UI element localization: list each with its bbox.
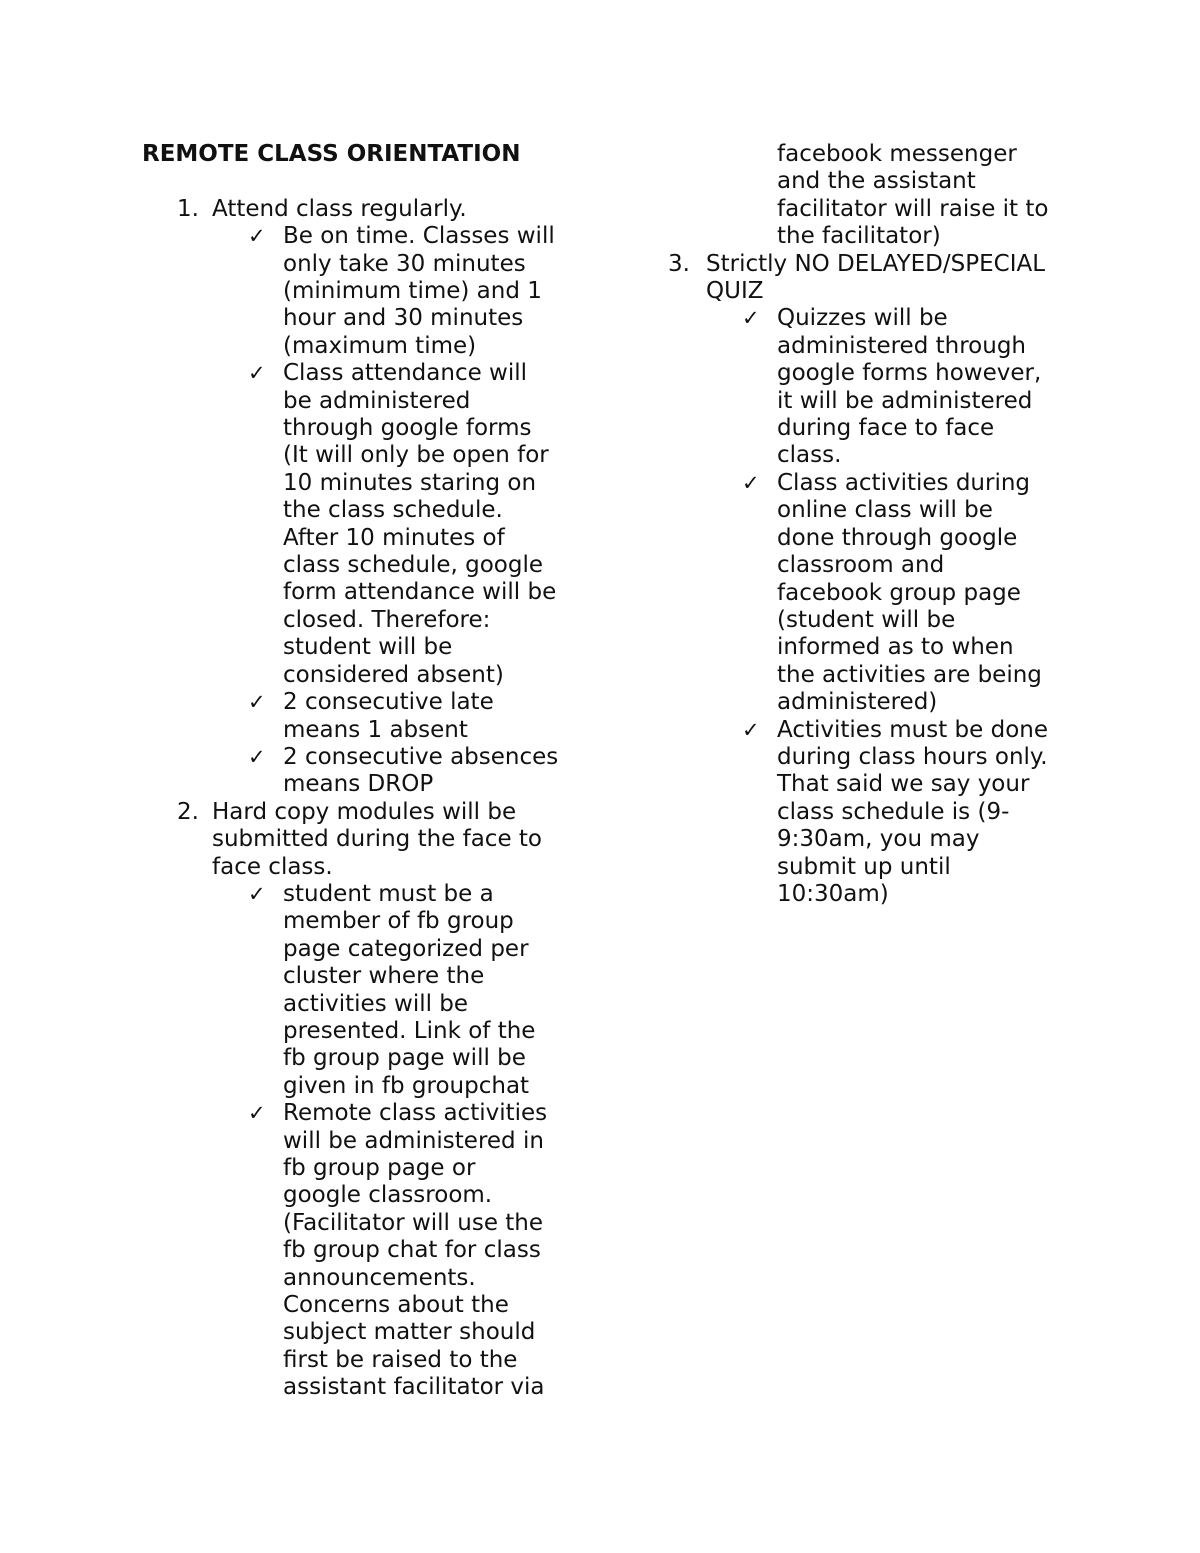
- list-item-1: [142, 196, 582, 223]
- item-text: (It will only be open for: [283, 442, 549, 469]
- item-text: subject matter should: [283, 1319, 536, 1346]
- item-text: the facilitator): [777, 223, 941, 250]
- item-text: submit up until: [777, 853, 951, 880]
- item-text: (minimum time) and 1: [283, 278, 542, 304]
- item-text: through google forms: [283, 415, 532, 442]
- list-item-2: [142, 799, 582, 881]
- check-mark-icon: ✓: [248, 744, 266, 769]
- item-text: 10:30am): [777, 880, 889, 907]
- item-text: fb group page will be: [283, 1045, 526, 1072]
- check-mark-icon: ✓: [248, 1101, 266, 1126]
- item-text: administered): [777, 689, 938, 716]
- item-text: Be on time. Classes will: [283, 223, 555, 250]
- item-text: first be raised to the: [283, 1346, 518, 1373]
- item-text: be administered: [283, 387, 471, 414]
- item-text: Activities must be done: [777, 716, 1048, 743]
- left-column: [142, 141, 582, 1402]
- item-text: done through google: [777, 524, 1018, 551]
- item-text: face class.: [212, 853, 333, 880]
- item-text: will be administered in: [283, 1127, 544, 1154]
- check-item: [142, 689, 582, 744]
- check-item: [142, 360, 582, 689]
- item-text: class schedule, google: [283, 552, 543, 579]
- check-mark-icon: ✓: [248, 881, 266, 906]
- item-text: page categorized per: [283, 935, 529, 962]
- item-text: 9:30am, you may: [777, 826, 980, 853]
- item-text: 2 consecutive absences: [283, 743, 559, 770]
- item-text: 10 minutes staring on: [283, 469, 537, 496]
- item-text: google forms however,: [777, 360, 1042, 387]
- item-text: Quizzes will be: [777, 305, 948, 332]
- check-mark-icon: ✓: [248, 361, 266, 386]
- check-item: [668, 470, 1088, 717]
- item-text: administered through: [777, 332, 1026, 359]
- item-text: and the assistant: [777, 168, 976, 195]
- check-item: [142, 881, 582, 1100]
- check-item: [142, 744, 582, 799]
- item-text: facebook messenger: [777, 141, 1017, 167]
- item-text: informed as to when: [777, 634, 1014, 661]
- check-mark-icon: ✓: [248, 690, 266, 715]
- item-text: the activities are being: [777, 661, 1042, 688]
- item-text: class schedule is (9-: [777, 798, 1010, 825]
- item-text: facebook group page: [777, 579, 1021, 606]
- item-text: Class attendance will: [283, 360, 528, 387]
- item-text: considered absent): [283, 661, 504, 688]
- item-text: hour and 30 minutes: [283, 305, 524, 332]
- item-text: means DROP: [283, 771, 434, 798]
- list-item-3: [668, 251, 1088, 306]
- item-text: activities will be: [283, 990, 469, 1017]
- item-text: means 1 absent: [283, 716, 468, 743]
- item-text: classroom and: [777, 552, 945, 579]
- check-item: [142, 1100, 582, 1401]
- check-mark-icon: ✓: [248, 224, 266, 249]
- continued-text: [668, 141, 1088, 251]
- item-text: cluster where the: [283, 963, 485, 990]
- item-text: Class activities during: [777, 469, 1031, 496]
- item-text: it will be administered: [777, 387, 1033, 414]
- document-title: REMOTE CLASS ORIENTATION: [142, 141, 521, 167]
- item-text: given in fb groupchat: [283, 1072, 530, 1099]
- item-text: (student will be: [777, 606, 956, 633]
- item-text: assistant facilitator via: [283, 1374, 545, 1401]
- list-number: 3.: [668, 250, 690, 277]
- item-text: only take 30 minutes: [283, 250, 526, 277]
- item-text: (maximum time): [283, 332, 477, 359]
- item-text: google classroom.: [283, 1182, 493, 1209]
- item-text: class.: [777, 442, 842, 469]
- check-mark-icon: ✓: [742, 470, 760, 495]
- item-text: Concerns about the: [283, 1292, 509, 1319]
- item-text: (Facilitator will use the: [283, 1209, 544, 1236]
- item-text: 2 consecutive late: [283, 689, 494, 716]
- item-text: form attendance will be: [283, 579, 557, 606]
- item-text: After 10 minutes of: [283, 524, 505, 551]
- check-item: [142, 223, 582, 360]
- item-text: fb group page or: [283, 1155, 476, 1181]
- item-text: QUIZ: [706, 278, 764, 305]
- item-text: announcements.: [283, 1264, 476, 1291]
- item-text: facilitator will raise it to: [777, 195, 1049, 222]
- item-text: during class hours only.: [777, 743, 1048, 770]
- list-number: 2.: [177, 798, 199, 825]
- check-item: [668, 305, 1088, 469]
- check-mark-icon: ✓: [742, 717, 760, 742]
- check-item: [668, 717, 1088, 909]
- item-text: the class schedule.: [283, 497, 503, 524]
- check-mark-icon: ✓: [742, 306, 760, 331]
- item-text: student will be: [283, 634, 453, 661]
- item-text: closed. Therefore:: [283, 606, 491, 633]
- item-text: member of fb group: [283, 908, 514, 935]
- item-text: That said we say your: [777, 771, 1030, 798]
- item-text: presented. Link of the: [283, 1017, 536, 1044]
- right-column: [668, 141, 1088, 908]
- list-number: 1.: [177, 195, 199, 222]
- item-text: online class will be: [777, 497, 993, 524]
- item-text: Strictly NO DELAYED/SPECIAL: [706, 250, 1046, 277]
- item-text: during face to face: [777, 415, 995, 442]
- item-text: submitted during the face to: [212, 826, 543, 853]
- item-text: Attend class regularly.: [212, 195, 467, 222]
- item-text: fb group chat for class: [283, 1237, 541, 1264]
- item-text: student must be a: [283, 880, 494, 907]
- item-text: Hard copy modules will be: [212, 798, 517, 825]
- item-text: Remote class activities: [283, 1100, 548, 1127]
